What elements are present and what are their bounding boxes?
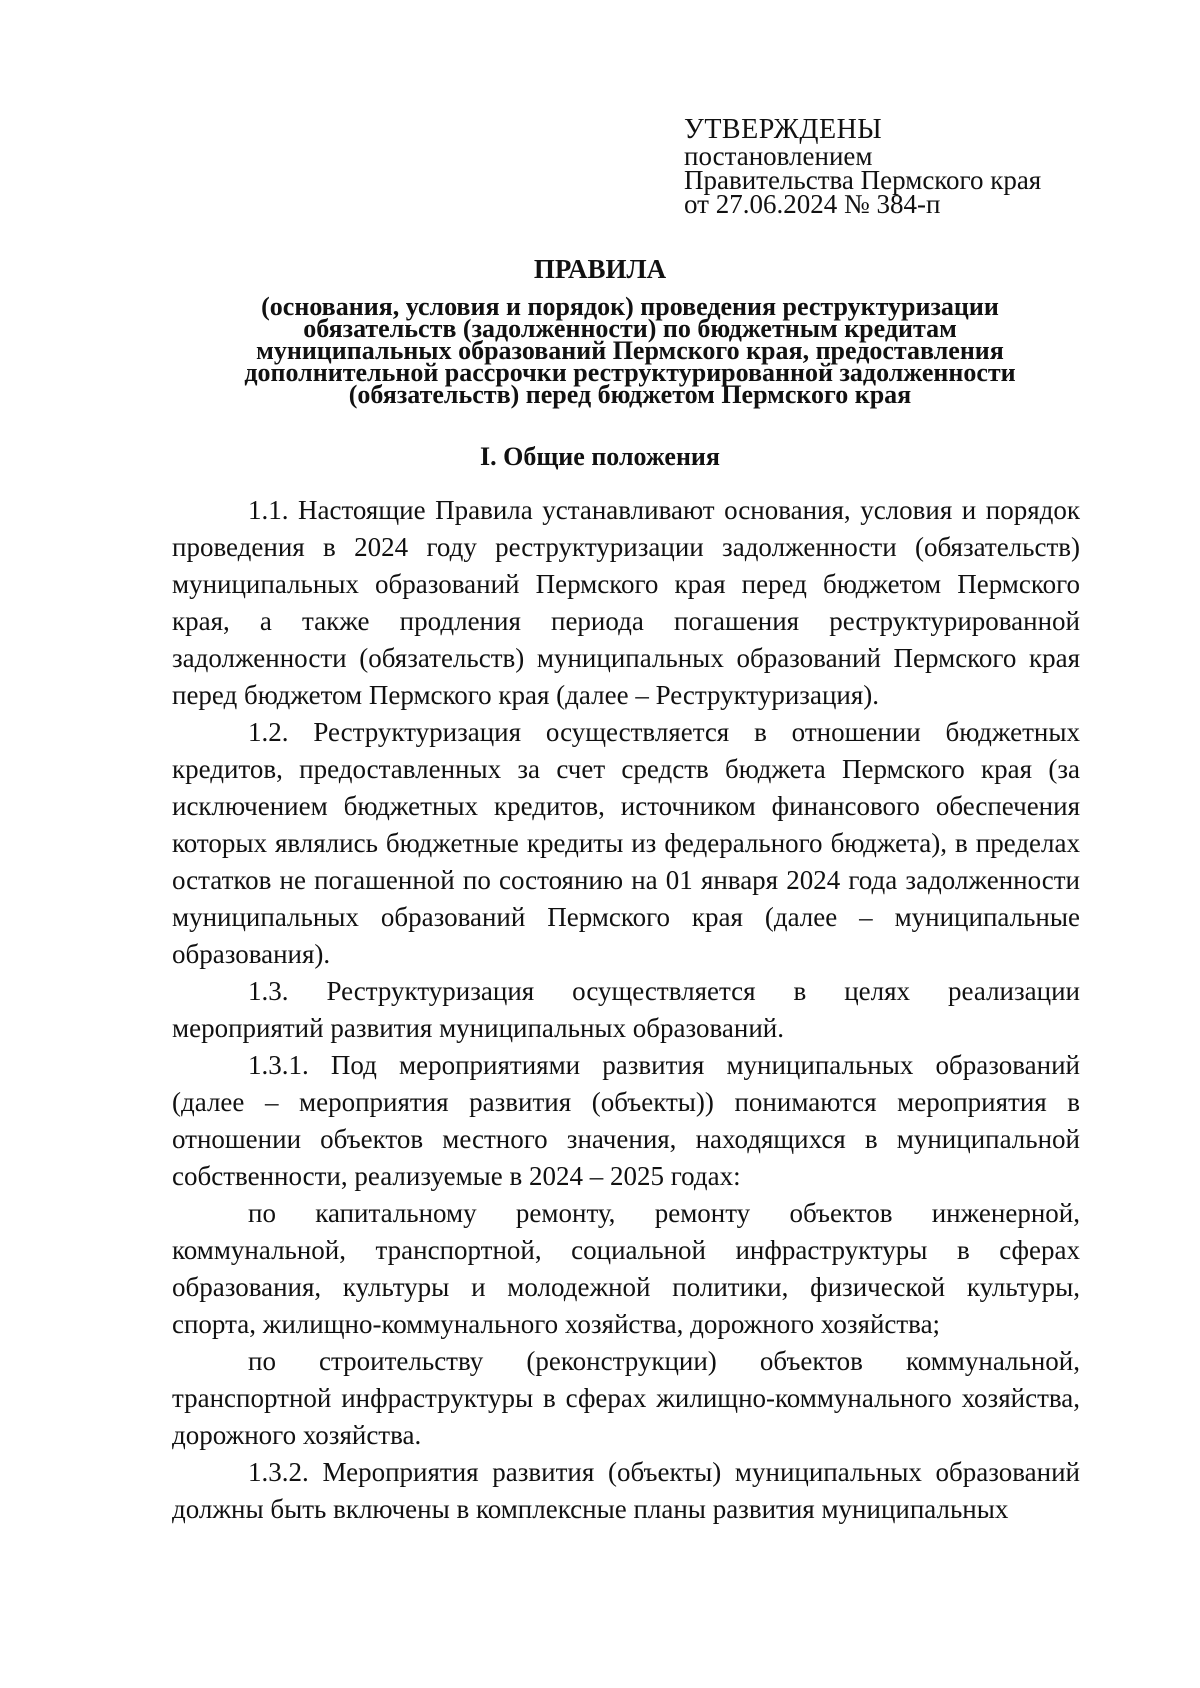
subtitle-line-1: (основания, условия и порядок) проведения реструктуризации — [261, 292, 999, 321]
document-subtitle — [140, 292, 1120, 409]
approval-line-2: Правительства Пермского края — [684, 165, 1042, 195]
section-heading: I. Общие положения — [480, 442, 720, 471]
approval-block — [684, 114, 1042, 219]
subtitle-line-3: муниципальных образований Пермского края, предоставления — [256, 336, 1004, 365]
paragraph-1-2: 1.2. Реструктуризация осуществляется в отношении бюджетных кредитов, предоставленных за счет средств бюджета Пермского края (за исключением бюджетных кредитов, источником финансового обеспечения которых являлись бюджетные кредиты из федерального бюджета), в пределах остатков не погашенной по состоянию на 01 января 2024 года задолженности муниципальных образований Пермского края (далее – муниципальные образования). — [172, 717, 1080, 969]
document-title — [0, 256, 1200, 282]
approval-line-1: постановлением — [684, 141, 873, 171]
subtitle-line-5: (обязательств) перед бюджетом Пермского края — [348, 380, 912, 409]
title-heading: ПРАВИЛА — [533, 254, 667, 284]
subtitle-line-2: обязательств (задолженности) по бюджетным кредитам — [303, 314, 957, 343]
list-item-capital-repair: по капитальному ремонту, ремонту объектов инженерной, коммунальной, транспортной, социальной инфраструктуры в сферах образования, культуры и молодежной политики, физической культуры, спорта, жилищно-коммунального хозяйства, дорожного хозяйства; — [172, 1198, 1080, 1339]
paragraph-1-3-2: 1.3.2. Мероприятия развития (объекты) муниципальных образований должны быть включены в комплексные планы развития муниципальных — [172, 1457, 1080, 1524]
subtitle-line-4: дополнительной рассрочки реструктурированной задолженности — [244, 358, 1016, 387]
paragraph-1-3: 1.3. Реструктуризация осуществляется в целях реализации мероприятий развития муниципальных образований. — [172, 976, 1080, 1043]
approval-line-3: от 27.06.2024 № 384-п — [684, 189, 941, 219]
paragraph-1-3-1: 1.3.1. Под мероприятиями развития муниципальных образований (далее – мероприятия развития (объекты)) понимаются мероприятия в отношении объектов местного значения, находящихся в муниципальной собственности, реализуемые в 2024 – 2025 годах: — [172, 1050, 1080, 1191]
paragraph-1-1: 1.1. Настоящие Правила устанавливают основания, условия и порядок проведения в 2024 году реструктуризации задолженности (обязательств) муниципальных образований Пермского края перед бюджетом Пермского края, а также продления периода погашения реструктурированной задолженности (обязательств) муниципальных образований Пермского края перед бюджетом Пермского края (далее – Реструктуризация). — [172, 495, 1080, 710]
approval-stamp: УТВЕРЖДЕНЫ — [684, 114, 883, 145]
list-item-construction: по строительству (реконструкции) объектов коммунальной, транспортной инфраструктуры в сферах жилищно-коммунального хозяйства, дорожного хозяйства. — [172, 1346, 1080, 1450]
document-body — [172, 492, 1080, 1528]
